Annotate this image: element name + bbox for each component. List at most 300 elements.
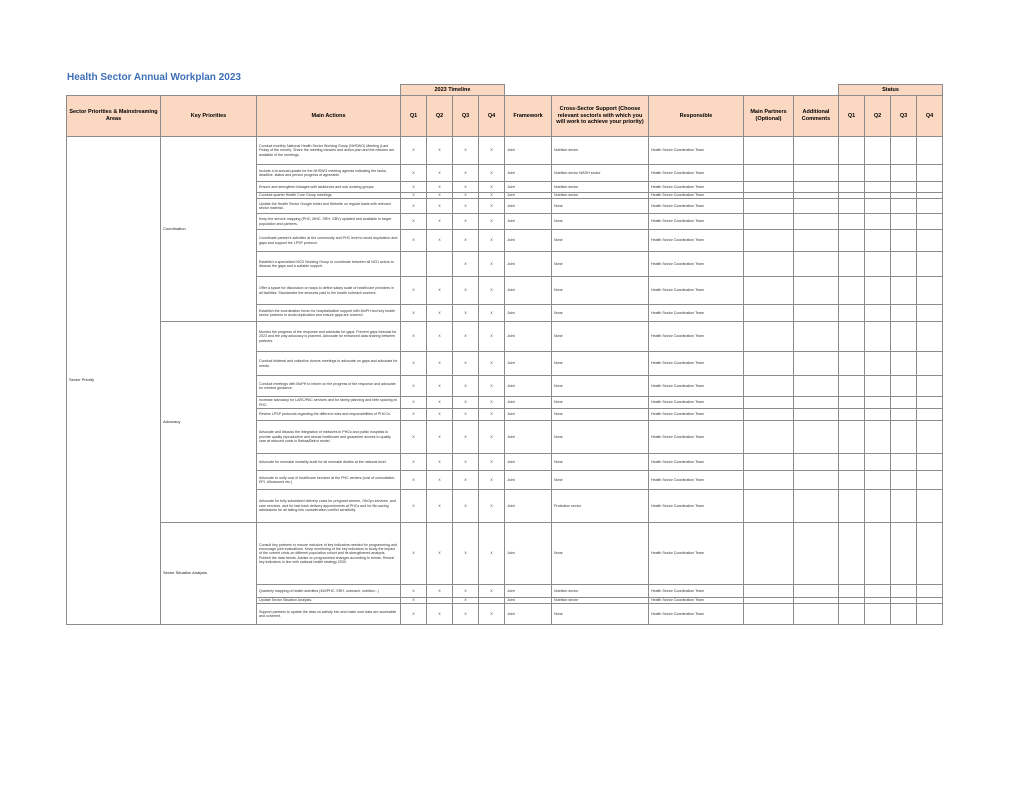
status-q4-cell [917, 421, 943, 454]
col-q1: Q1 [401, 96, 427, 137]
status-q2-cell [865, 376, 891, 397]
responsible-cell: Health Sector Coordination Team [649, 409, 744, 421]
main-action-cell: Monitor the progress of the response and advocate for gaps. Prevent gaps forecast for 2023 and the way advocacy is planned. Advocate for enhanced data sharing between partners. [257, 322, 401, 352]
status-q4-cell [917, 471, 943, 490]
cross-sector-cell: None [552, 230, 649, 252]
timeline-q4-cell: X [479, 523, 505, 585]
main-action-cell: Conduct quarter Health Core Group meetings [257, 193, 401, 199]
responsible-cell: Health Sector Coordination Team [649, 137, 744, 165]
cross-sector-cell: Protection sector [552, 490, 649, 523]
status-q1-cell [839, 397, 865, 409]
status-q4-cell [917, 352, 943, 376]
main-partners-cell [744, 454, 794, 471]
status-q1-cell [839, 305, 865, 322]
responsible-cell: Health Sector Coordination Team [649, 277, 744, 305]
status-q3-cell [891, 199, 917, 214]
timeline-q4-cell: X [479, 352, 505, 376]
framework-cell: Joint [505, 409, 552, 421]
responsible-cell: Health Sector Coordination Team [649, 165, 744, 182]
timeline-q3-cell: X [453, 585, 479, 598]
cross-sector-cell: None [552, 352, 649, 376]
status-q2-cell [865, 523, 891, 585]
responsible-cell: Health Sector Coordination Team [649, 376, 744, 397]
timeline-q1-cell: X [401, 523, 427, 585]
status-q3-cell [891, 376, 917, 397]
framework-cell: Joint [505, 305, 552, 322]
status-q1-cell [839, 230, 865, 252]
table-row [67, 523, 943, 585]
status-q3-cell [891, 471, 917, 490]
timeline-q2-cell: X [427, 352, 453, 376]
cross-sector-cell: Nutrition sector [552, 182, 649, 193]
status-q1-cell [839, 199, 865, 214]
responsible-cell: Health Sector Coordination Team [649, 230, 744, 252]
responsible-cell: Health Sector Coordination Team [649, 352, 744, 376]
status-q4-cell [917, 230, 943, 252]
responsible-cell: Health Sector Coordination Team [649, 490, 744, 523]
timeline-q4-cell: X [479, 252, 505, 277]
timeline-q2-cell: X [427, 454, 453, 471]
col-framework: Framework [505, 96, 552, 137]
cross-sector-cell: Nutrition sector [552, 585, 649, 598]
status-q4-cell [917, 376, 943, 397]
col-q3: Q3 [453, 96, 479, 137]
header-spacer [67, 85, 401, 96]
timeline-q4-cell: X [479, 182, 505, 193]
responsible-cell: Health Sector Coordination Team [649, 421, 744, 454]
status-q3-cell [891, 182, 917, 193]
status-q1-cell [839, 214, 865, 230]
timeline-q4-cell: X [479, 471, 505, 490]
status-q2-cell [865, 230, 891, 252]
timeline-q2-cell: X [427, 376, 453, 397]
status-q4-cell [917, 182, 943, 193]
status-q4-cell [917, 397, 943, 409]
status-q2-cell [865, 585, 891, 598]
framework-cell: Joint [505, 193, 552, 199]
timeline-q3-cell: X [453, 604, 479, 625]
status-q3-cell [891, 277, 917, 305]
status-q4-cell [917, 604, 943, 625]
status-q4-cell [917, 490, 943, 523]
table-row [67, 322, 943, 352]
main-action-cell: Advocate and discuss the integration of midwives in PHCs and public hospitals to provide quality reproductive and sexual healthcare and guarantee access to quality care at reduced costs in Bekaa/Beirut model. [257, 421, 401, 454]
status-q2-cell [865, 277, 891, 305]
col-responsible: Responsible [649, 96, 744, 137]
timeline-q3-cell: X [453, 471, 479, 490]
comments-cell [794, 523, 839, 585]
timeline-q4-cell: X [479, 230, 505, 252]
main-partners-cell [744, 585, 794, 598]
workplan-body [67, 137, 943, 625]
framework-cell: Joint [505, 471, 552, 490]
main-action-cell: Offer a space for discussion on ways to define salary scale of healthcare providers in all facilities. Standardize the amounts paid to the health outreach workers. [257, 277, 401, 305]
timeline-q1-cell: X [401, 137, 427, 165]
comments-cell [794, 137, 839, 165]
framework-cell: Joint [505, 352, 552, 376]
status-q1-cell [839, 352, 865, 376]
comments-cell [794, 471, 839, 490]
col-key-priorities: Key Priorities [161, 96, 257, 137]
timeline-q3-cell: X [453, 277, 479, 305]
status-q4-cell [917, 252, 943, 277]
status-q4-cell [917, 165, 943, 182]
comments-cell [794, 454, 839, 471]
status-q2-cell [865, 322, 891, 352]
main-partners-cell [744, 471, 794, 490]
comments-cell [794, 182, 839, 193]
cross-sector-cell: None [552, 277, 649, 305]
comments-cell [794, 352, 839, 376]
framework-cell: Joint [505, 165, 552, 182]
timeline-group-header: 2023 Timeline [401, 85, 505, 96]
main-action-cell: Advocate for neonatal mortality audit for all neonatal deaths at the national level. [257, 454, 401, 471]
status-q1-cell [839, 604, 865, 625]
main-action-cell: Keep the service mapping (PHC, MHC, SRH, GBV) updated and available to target population and partners. [257, 214, 401, 230]
responsible-cell: Health Sector Coordination Team [649, 193, 744, 199]
main-partners-cell [744, 409, 794, 421]
col-main-partners: Main Partners (Optional) [744, 96, 794, 137]
main-partners-cell [744, 277, 794, 305]
timeline-q3-cell: X [453, 137, 479, 165]
timeline-q4-cell: X [479, 305, 505, 322]
timeline-q4-cell: X [479, 585, 505, 598]
timeline-q2-cell: X [427, 604, 453, 625]
status-q2-cell [865, 252, 891, 277]
status-q1-cell [839, 490, 865, 523]
col-cross-sector: Cross-Sector Support (Choose relevant sector/s with which you will work to achieve your priority) [552, 96, 649, 137]
timeline-q1-cell: X [401, 471, 427, 490]
timeline-q4-cell: X [479, 193, 505, 199]
timeline-q4-cell: X [479, 277, 505, 305]
responsible-cell: Health Sector Coordination Team [649, 252, 744, 277]
status-q2-cell [865, 352, 891, 376]
timeline-q1-cell [401, 252, 427, 277]
cross-sector-cell: None [552, 421, 649, 454]
framework-cell: Joint [505, 397, 552, 409]
main-action-cell: Quarterly mapping of health activities (4W/PHC, SRH, outreach, nutrition...) [257, 585, 401, 598]
timeline-q4-cell: X [479, 214, 505, 230]
status-q4-cell [917, 214, 943, 230]
status-q2-cell [865, 305, 891, 322]
cross-sector-cell: None [552, 454, 649, 471]
status-q1-cell [839, 454, 865, 471]
status-q3-cell [891, 454, 917, 471]
comments-cell [794, 397, 839, 409]
responsible-cell: Health Sector Coordination Team [649, 214, 744, 230]
col-status-q3: Q3 [891, 96, 917, 137]
col-q2: Q2 [427, 96, 453, 137]
timeline-q1-cell: X [401, 604, 427, 625]
status-q3-cell [891, 490, 917, 523]
comments-cell [794, 199, 839, 214]
timeline-q1-cell: X [401, 199, 427, 214]
col-q4: Q4 [479, 96, 505, 137]
status-q3-cell [891, 397, 917, 409]
timeline-q3-cell: X [453, 523, 479, 585]
status-q2-cell [865, 409, 891, 421]
timeline-q4-cell: X [479, 604, 505, 625]
col-status-q4: Q4 [917, 96, 943, 137]
workplan-table [66, 84, 943, 625]
main-action-cell: Consult key partners to ensure inclusive of key indicators needed for programming and encourage joint evaluations. Keep monitoring of the key indicators to study the impact of the current crisis on different population cohort and its strengthened analysis. Publish the data trends. Advise on programmed changes according to trends. Reveal key indicators in line with national health strategy 2030. [257, 523, 401, 585]
status-q1-cell [839, 421, 865, 454]
responsible-cell: Health Sector Coordination Team [649, 454, 744, 471]
timeline-q2-cell: X [427, 137, 453, 165]
cross-sector-cell: Nutrition sector WASH sector [552, 165, 649, 182]
status-q3-cell [891, 585, 917, 598]
status-q1-cell [839, 585, 865, 598]
status-q2-cell [865, 421, 891, 454]
timeline-q1-cell: X [401, 421, 427, 454]
col-sector-priorities: Sector Priorities & Mainstreaming Areas [67, 96, 161, 137]
status-q1-cell [839, 182, 865, 193]
main-partners-cell [744, 230, 794, 252]
timeline-q2-cell: X [427, 471, 453, 490]
framework-cell: Joint [505, 322, 552, 352]
framework-cell: Joint [505, 277, 552, 305]
framework-cell: Joint [505, 182, 552, 193]
status-q1-cell [839, 322, 865, 352]
timeline-q3-cell: X [453, 230, 479, 252]
timeline-q2-cell: X [427, 277, 453, 305]
header-spacer [505, 85, 839, 96]
main-partners-cell [744, 137, 794, 165]
status-q2-cell [865, 182, 891, 193]
status-q2-cell [865, 137, 891, 165]
timeline-q2-cell: X [427, 305, 453, 322]
comments-cell [794, 421, 839, 454]
comments-cell [794, 305, 839, 322]
col-main-actions: Main Actions [257, 96, 401, 137]
responsible-cell: Health Sector Coordination Team [649, 604, 744, 625]
framework-cell: Joint [505, 214, 552, 230]
timeline-q1-cell: X [401, 585, 427, 598]
status-q3-cell [891, 523, 917, 585]
status-q2-cell [865, 397, 891, 409]
main-partners-cell [744, 523, 794, 585]
main-partners-cell [744, 199, 794, 214]
main-partners-cell [744, 322, 794, 352]
main-partners-cell [744, 165, 794, 182]
status-q4-cell [917, 137, 943, 165]
comments-cell [794, 165, 839, 182]
timeline-q2-cell: X [427, 523, 453, 585]
status-q4-cell [917, 454, 943, 471]
timeline-q3-cell: X [453, 397, 479, 409]
cross-sector-cell: None [552, 523, 649, 585]
status-q3-cell [891, 322, 917, 352]
responsible-cell: Health Sector Coordination Team [649, 322, 744, 352]
timeline-q4-cell: X [479, 199, 505, 214]
status-q1-cell [839, 252, 865, 277]
timeline-q3-cell: X [453, 352, 479, 376]
timeline-q1-cell: X [401, 352, 427, 376]
status-q2-cell [865, 471, 891, 490]
timeline-q1-cell: X [401, 165, 427, 182]
status-q4-cell [917, 409, 943, 421]
timeline-q4-cell: X [479, 137, 505, 165]
status-q4-cell [917, 305, 943, 322]
timeline-q3-cell: X [453, 598, 479, 604]
timeline-q4-cell: X [479, 421, 505, 454]
status-q3-cell [891, 604, 917, 625]
timeline-q3-cell: X [453, 376, 479, 397]
responsible-cell: Health Sector Coordination Team [649, 199, 744, 214]
col-status-q2: Q2 [865, 96, 891, 137]
timeline-q3-cell: X [453, 193, 479, 199]
status-q2-cell [865, 214, 891, 230]
main-action-cell: Advocate for fully subsidized delivery costs for pregnant women, ObGyn services, and care services, and for fast track delivery appointments at PHCs and for life-saving admissions for all taking into consideration conflict sensitivity. [257, 490, 401, 523]
status-q4-cell [917, 277, 943, 305]
timeline-q3-cell: X [453, 252, 479, 277]
status-q4-cell [917, 322, 943, 352]
timeline-q3-cell: X [453, 322, 479, 352]
framework-cell: Joint [505, 598, 552, 604]
status-q1-cell [839, 137, 865, 165]
timeline-q2-cell: X [427, 397, 453, 409]
timeline-q3-cell: X [453, 214, 479, 230]
timeline-q1-cell: X [401, 182, 427, 193]
timeline-q2-cell [427, 252, 453, 277]
key-priority-coordination: Coordination [161, 137, 257, 322]
timeline-q4-cell: X [479, 165, 505, 182]
comments-cell [794, 214, 839, 230]
main-action-cell: Conduct bilateral and collective donors meetings to advocate on gaps and advocate for needs. [257, 352, 401, 376]
main-action-cell: Conduct meetings with MoPH to inform on the progress of the response and advocate for needed guidance. [257, 376, 401, 397]
table-row [67, 137, 943, 165]
status-q2-cell [865, 165, 891, 182]
cross-sector-cell: None [552, 214, 649, 230]
status-q3-cell [891, 305, 917, 322]
main-partners-cell [744, 352, 794, 376]
timeline-q1-cell: X [401, 454, 427, 471]
timeline-q2-cell: X [427, 193, 453, 199]
main-partners-cell [744, 305, 794, 322]
timeline-q1-cell: X [401, 376, 427, 397]
timeline-q1-cell: X [401, 230, 427, 252]
status-q4-cell [917, 199, 943, 214]
timeline-q2-cell: X [427, 214, 453, 230]
main-action-cell: Update the Health Sector Google folder and Website on regular basis with relevant sector material. [257, 199, 401, 214]
sector-priority-cell: Sector Priority [67, 137, 161, 625]
cross-sector-cell: None [552, 471, 649, 490]
main-action-cell: Coordinate partner's activities at the community and PHC level to avoid duplication and gaps and support the LPSP protocol. [257, 230, 401, 252]
main-partners-cell [744, 214, 794, 230]
cross-sector-cell: Nutrition sector [552, 137, 649, 165]
timeline-q4-cell: X [479, 397, 505, 409]
timeline-q1-cell: X [401, 397, 427, 409]
main-action-cell: Establish a specialized NCD Working Group to coordinate between all NCD actors to discuss the gaps and a suitable support. [257, 252, 401, 277]
timeline-q3-cell: X [453, 305, 479, 322]
framework-cell: Joint [505, 376, 552, 397]
status-q2-cell [865, 604, 891, 625]
main-partners-cell [744, 421, 794, 454]
main-action-cell: Support partners to update the data on activity info and make sure data are accessible and coherent. [257, 604, 401, 625]
status-q4-cell [917, 523, 943, 585]
status-q3-cell [891, 137, 917, 165]
framework-cell: Joint [505, 490, 552, 523]
framework-cell: Joint [505, 604, 552, 625]
main-partners-cell [744, 182, 794, 193]
status-q3-cell [891, 421, 917, 454]
framework-cell: Joint [505, 421, 552, 454]
timeline-q1-cell: X [401, 193, 427, 199]
responsible-cell: Health Sector Coordination Team [649, 598, 744, 604]
key-priority-advocacy: Advocacy [161, 322, 257, 523]
cross-sector-cell: None [552, 397, 649, 409]
main-partners-cell [744, 376, 794, 397]
status-q2-cell [865, 199, 891, 214]
timeline-q3-cell: X [453, 199, 479, 214]
timeline-q2-cell: X [427, 421, 453, 454]
cross-sector-cell: None [552, 322, 649, 352]
timeline-q1-cell: X [401, 214, 427, 230]
comments-cell [794, 585, 839, 598]
document-title: Health Sector Annual Workplan 2023 [67, 72, 241, 83]
status-q1-cell [839, 376, 865, 397]
status-q1-cell [839, 523, 865, 585]
col-status-q1: Q1 [839, 96, 865, 137]
main-partners-cell [744, 604, 794, 625]
timeline-q4-cell: X [479, 376, 505, 397]
cross-sector-cell: None [552, 409, 649, 421]
status-q3-cell [891, 252, 917, 277]
status-q1-cell [839, 409, 865, 421]
main-partners-cell [744, 397, 794, 409]
timeline-q2-cell: X [427, 165, 453, 182]
main-action-cell: Update Sector Situation Analysis. [257, 598, 401, 604]
timeline-q2-cell: X [427, 585, 453, 598]
timeline-q2-cell: X [427, 409, 453, 421]
cross-sector-cell: None [552, 376, 649, 397]
timeline-q1-cell: X [401, 409, 427, 421]
status-q4-cell [917, 585, 943, 598]
timeline-q2-cell: X [427, 199, 453, 214]
status-q1-cell [839, 277, 865, 305]
framework-cell: Joint [505, 252, 552, 277]
comments-cell [794, 604, 839, 625]
status-q3-cell [891, 352, 917, 376]
framework-cell: Joint [505, 523, 552, 585]
responsible-cell: Health Sector Coordination Team [649, 182, 744, 193]
main-action-cell: Establish the coordination forum for hospitalization support with MoPH and key health sector partners to avoid duplication and ensure gaps are covered. [257, 305, 401, 322]
cross-sector-cell: None [552, 199, 649, 214]
cross-sector-cell: None [552, 252, 649, 277]
timeline-q1-cell: X [401, 322, 427, 352]
responsible-cell: Health Sector Coordination Team [649, 523, 744, 585]
timeline-q3-cell: X [453, 454, 479, 471]
status-q1-cell [839, 165, 865, 182]
timeline-q3-cell: X [453, 421, 479, 454]
status-q3-cell [891, 214, 917, 230]
timeline-q4-cell: X [479, 454, 505, 471]
framework-cell: Joint [505, 230, 552, 252]
comments-cell [794, 409, 839, 421]
timeline-q3-cell: X [453, 490, 479, 523]
col-additional-comments: Additional Comments [794, 96, 839, 137]
comments-cell [794, 376, 839, 397]
timeline-q2-cell: X [427, 182, 453, 193]
responsible-cell: Health Sector Coordination Team [649, 585, 744, 598]
status-q3-cell [891, 230, 917, 252]
framework-cell: Joint [505, 585, 552, 598]
status-q2-cell [865, 454, 891, 471]
status-q2-cell [865, 490, 891, 523]
main-action-cell: Include a bi-annual update for the NHSWG meeting agenda indicating the tasks, deadline, status and person progress of agreeable. [257, 165, 401, 182]
timeline-q4-cell: X [479, 409, 505, 421]
main-action-cell: Advocate to unify cost of healthcare services at the PHC centers (cost of consultation, EPI, Ultrasound etc.) [257, 471, 401, 490]
